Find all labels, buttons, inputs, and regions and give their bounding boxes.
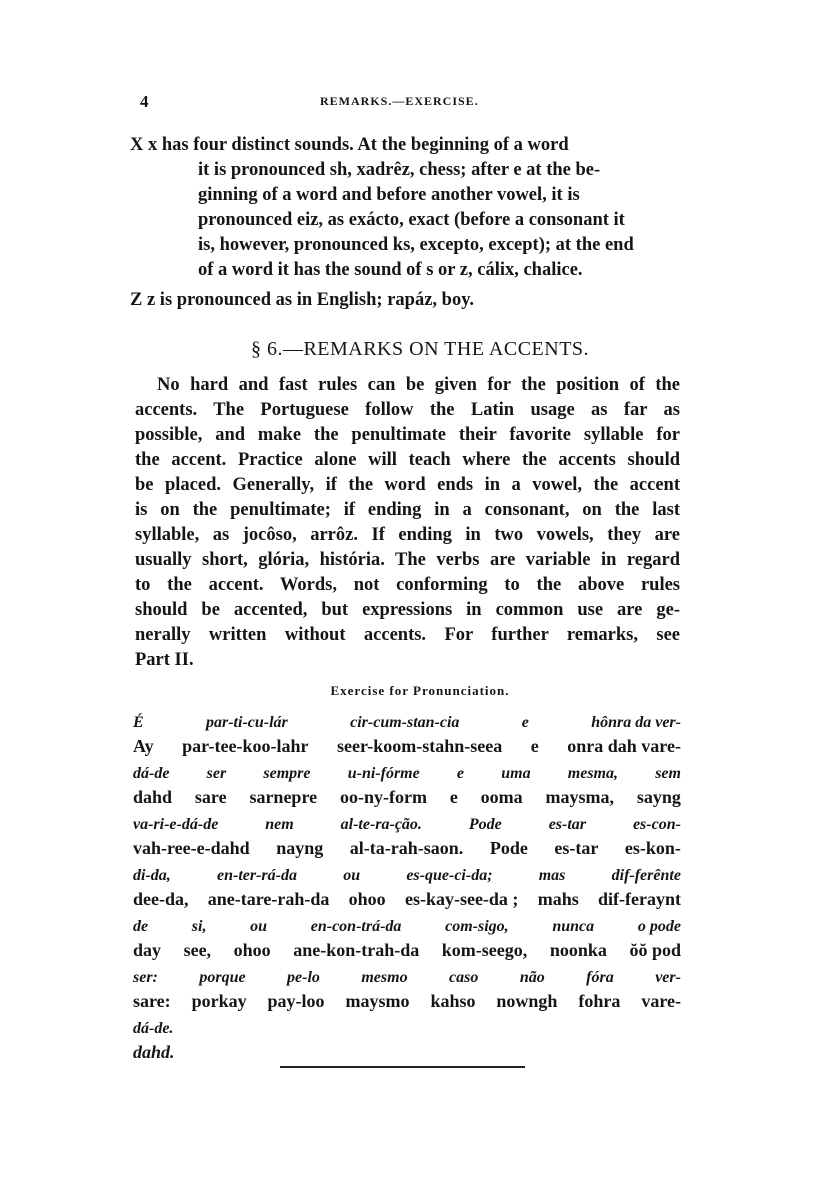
pronunciation-word: par-tee-koo-lahr <box>182 736 309 756</box>
pronunciation-word: dif-feraynt <box>597 889 681 909</box>
pronunciation-word: sarnepre <box>249 787 318 807</box>
pronunciation-word: e <box>530 736 539 756</box>
pronunciation-word: Ay <box>133 736 154 756</box>
pronunciation-word: pay-loo <box>267 991 325 1011</box>
x-entry-line: is, however, pronounced ks, excepto, except); at the end <box>198 235 634 255</box>
pronunciation-line <box>133 991 681 1016</box>
portuguese-word: par-ti-cu-lár <box>206 714 288 731</box>
pronunciation-word: e <box>449 787 458 807</box>
exercise-row <box>133 1020 681 1067</box>
pronunciation-word: noonka <box>549 940 607 960</box>
z-entry-line: Z z is pronounced as in English; rapáz, boy. <box>130 290 475 310</box>
x-entry-line: it is pronounced sh, xadrêz, chess; after e at the be- <box>198 160 601 180</box>
portuguese-line <box>133 816 681 838</box>
portuguese-word: en-con-trá-da <box>310 918 402 935</box>
exercise-row <box>133 969 681 1016</box>
pronunciation-word: nayng <box>276 838 324 858</box>
pronunciation-line <box>133 940 681 965</box>
paragraph-line: be placed. Generally, if the word ends in a vowel, the accent <box>135 475 680 495</box>
pronunciation-word: sayng <box>636 787 681 807</box>
pronunciation-word: oo-ny-form <box>339 787 427 807</box>
pronunciation-line <box>133 889 681 914</box>
portuguese-word: mas <box>538 867 566 884</box>
pronunciation-word: kahso <box>430 991 476 1011</box>
paragraph-line: nerally written without accents. For further remarks, see <box>135 625 680 645</box>
portuguese-word: pe-lo <box>287 969 320 986</box>
x-entry-line: of a word it has the sound of s or z, cálix, chalice. <box>198 260 583 280</box>
pronunciation-line <box>133 787 681 812</box>
pronunciation-word: dahd. <box>133 1042 175 1062</box>
accents-paragraph <box>135 373 680 673</box>
section-heading: § 6.—REMARKS ON THE ACCENTS. <box>250 338 590 360</box>
pronunciation-word: mahs <box>537 889 579 909</box>
paragraph-line: usually short, glória, história. The verbs are variable in regard <box>135 550 680 570</box>
pronunciation-word: dee-da, <box>133 889 189 909</box>
closing-rule <box>280 1066 525 1068</box>
portuguese-line <box>133 918 681 940</box>
portuguese-word: e <box>456 765 465 782</box>
exercise-row <box>133 816 681 863</box>
pronunciation-word: al-ta-rah-saon. <box>349 838 464 858</box>
pronunciation-word: ohoo <box>348 889 386 909</box>
paragraph-line: the accent. Practice alone will teach where the accents should <box>135 450 680 470</box>
portuguese-word: não <box>519 969 545 986</box>
pronunciation-word: nowngh <box>496 991 558 1011</box>
portuguese-word: o pode <box>637 918 681 935</box>
portuguese-line <box>133 969 681 991</box>
paragraph-line: is on the penultimate; if ending in a consonant, on the last <box>135 500 680 520</box>
portuguese-word: dif-ferênte <box>611 867 681 884</box>
portuguese-word: mesmo <box>361 969 408 986</box>
pronunciation-word: dahd <box>133 787 173 807</box>
pronunciation-word: seer-koom-stahn-seea <box>336 736 503 756</box>
portuguese-word: nem <box>265 816 294 833</box>
portuguese-word: ou <box>343 867 361 884</box>
portuguese-word: ser <box>206 765 227 782</box>
portuguese-word: de <box>133 918 149 935</box>
paragraph-line: accents. The Portuguese follow the Latin usage as far as <box>135 400 680 420</box>
pronunciation-word: sare: <box>133 991 171 1011</box>
portuguese-word: va-ri-e-dá-de <box>133 816 219 833</box>
portuguese-word: sempre <box>263 765 311 782</box>
x-entry <box>130 133 690 283</box>
portuguese-word: hônra da ver- <box>591 714 681 731</box>
portuguese-word: es-tar <box>548 816 587 833</box>
x-entry-line: ginning of a word and before another vowel, it is <box>198 185 580 205</box>
pronunciation-word: maysmo <box>345 991 410 1011</box>
pronunciation-word: fohra <box>578 991 621 1011</box>
portuguese-line <box>133 714 681 736</box>
pronunciation-word: ooma <box>480 787 523 807</box>
portuguese-line <box>133 765 681 787</box>
portuguese-word: Pode <box>468 816 502 833</box>
pronunciation-line <box>133 838 681 863</box>
portuguese-word: com-sigo, <box>445 918 509 935</box>
pronunciation-word: es-kon- <box>624 838 681 858</box>
exercise-row <box>133 867 681 914</box>
portuguese-word: u-ni-fórme <box>347 765 420 782</box>
pronunciation-word: vare- <box>641 991 681 1011</box>
exercise-row <box>133 765 681 812</box>
pronunciation-line <box>133 1042 681 1067</box>
pronunciation-word: es-tar <box>554 838 599 858</box>
portuguese-word: porque <box>199 969 246 986</box>
z-entry <box>130 288 690 313</box>
portuguese-word: ou <box>250 918 268 935</box>
pronunciation-word: ŏŏ pod <box>629 940 681 960</box>
portuguese-word: nunca <box>552 918 595 935</box>
portuguese-word: mesma, <box>567 765 618 782</box>
exercise-heading: Exercise for Pronunciation. <box>330 683 510 698</box>
pronunciation-word: kom-seego, <box>441 940 528 960</box>
pronunciation-word: maysma, <box>545 787 615 807</box>
x-entry-line: pronounced eiz, as exácto, exact (before a consonant it <box>198 210 625 230</box>
running-head: REMARKS.—EXERCISE. <box>320 94 479 108</box>
portuguese-word: sem <box>655 765 681 782</box>
pronunciation-word: porkay <box>191 991 247 1011</box>
pronunciation-word: onra dah vare- <box>567 736 681 756</box>
pronunciation-word: Pode <box>489 838 528 858</box>
portuguese-word: si, <box>191 918 207 935</box>
paragraph-line: to the accent. Words, not conforming to the above rules <box>135 575 680 595</box>
page-header <box>140 92 700 112</box>
pronunciation-line <box>133 736 681 761</box>
portuguese-word: ser: <box>133 969 158 986</box>
pronunciation-word: vah-ree-e-dahd <box>133 838 250 858</box>
portuguese-line <box>133 1020 681 1042</box>
pronunciation-word: day <box>133 940 162 960</box>
portuguese-word: fóra <box>586 969 614 986</box>
portuguese-word: ver- <box>655 969 681 986</box>
paragraph-line: syllable, as jocôso, arrôz. If ending in two vowels, they are <box>135 525 680 545</box>
portuguese-word: al-te-ra-ção. <box>340 816 422 833</box>
portuguese-word: es-con- <box>632 816 681 833</box>
x-entry-line: X x has four distinct sounds. At the beginning of a word <box>130 135 569 155</box>
exercise-row <box>133 714 681 761</box>
page-number: 4 <box>140 92 149 111</box>
portuguese-word: caso <box>449 969 479 986</box>
portuguese-word: dá-de. <box>133 1020 174 1037</box>
portuguese-word: dá-de <box>133 765 170 782</box>
portuguese-word: e <box>521 714 529 731</box>
paragraph-line: possible, and make the penultimate their favorite syllable for <box>135 425 680 445</box>
paragraph-line: No hard and fast rules can be given for the position of the <box>157 375 680 395</box>
portuguese-word: es-que-ci-da; <box>406 867 493 884</box>
portuguese-word: en-ter-rá-da <box>217 867 297 884</box>
pronunciation-word: see, <box>183 940 212 960</box>
pronunciation-word: es-kay-see-da ; <box>404 889 519 909</box>
paragraph-line: Part II. <box>135 650 194 670</box>
exercise-row <box>133 918 681 965</box>
pronunciation-word: ane-tare-rah-da <box>207 889 330 909</box>
portuguese-word: di-da, <box>133 867 171 884</box>
pronunciation-word: ohoo <box>233 940 271 960</box>
paragraph-line: should be accented, but expressions in common use are ge- <box>135 600 680 620</box>
pronunciation-word: sare <box>194 787 227 807</box>
portuguese-word: cir-cum-stan-cia <box>350 714 460 731</box>
portuguese-line <box>133 867 681 889</box>
pronunciation-word: ane-kon-trah-da <box>293 940 420 960</box>
portuguese-word: uma <box>501 765 531 782</box>
portuguese-word: É <box>133 714 144 731</box>
